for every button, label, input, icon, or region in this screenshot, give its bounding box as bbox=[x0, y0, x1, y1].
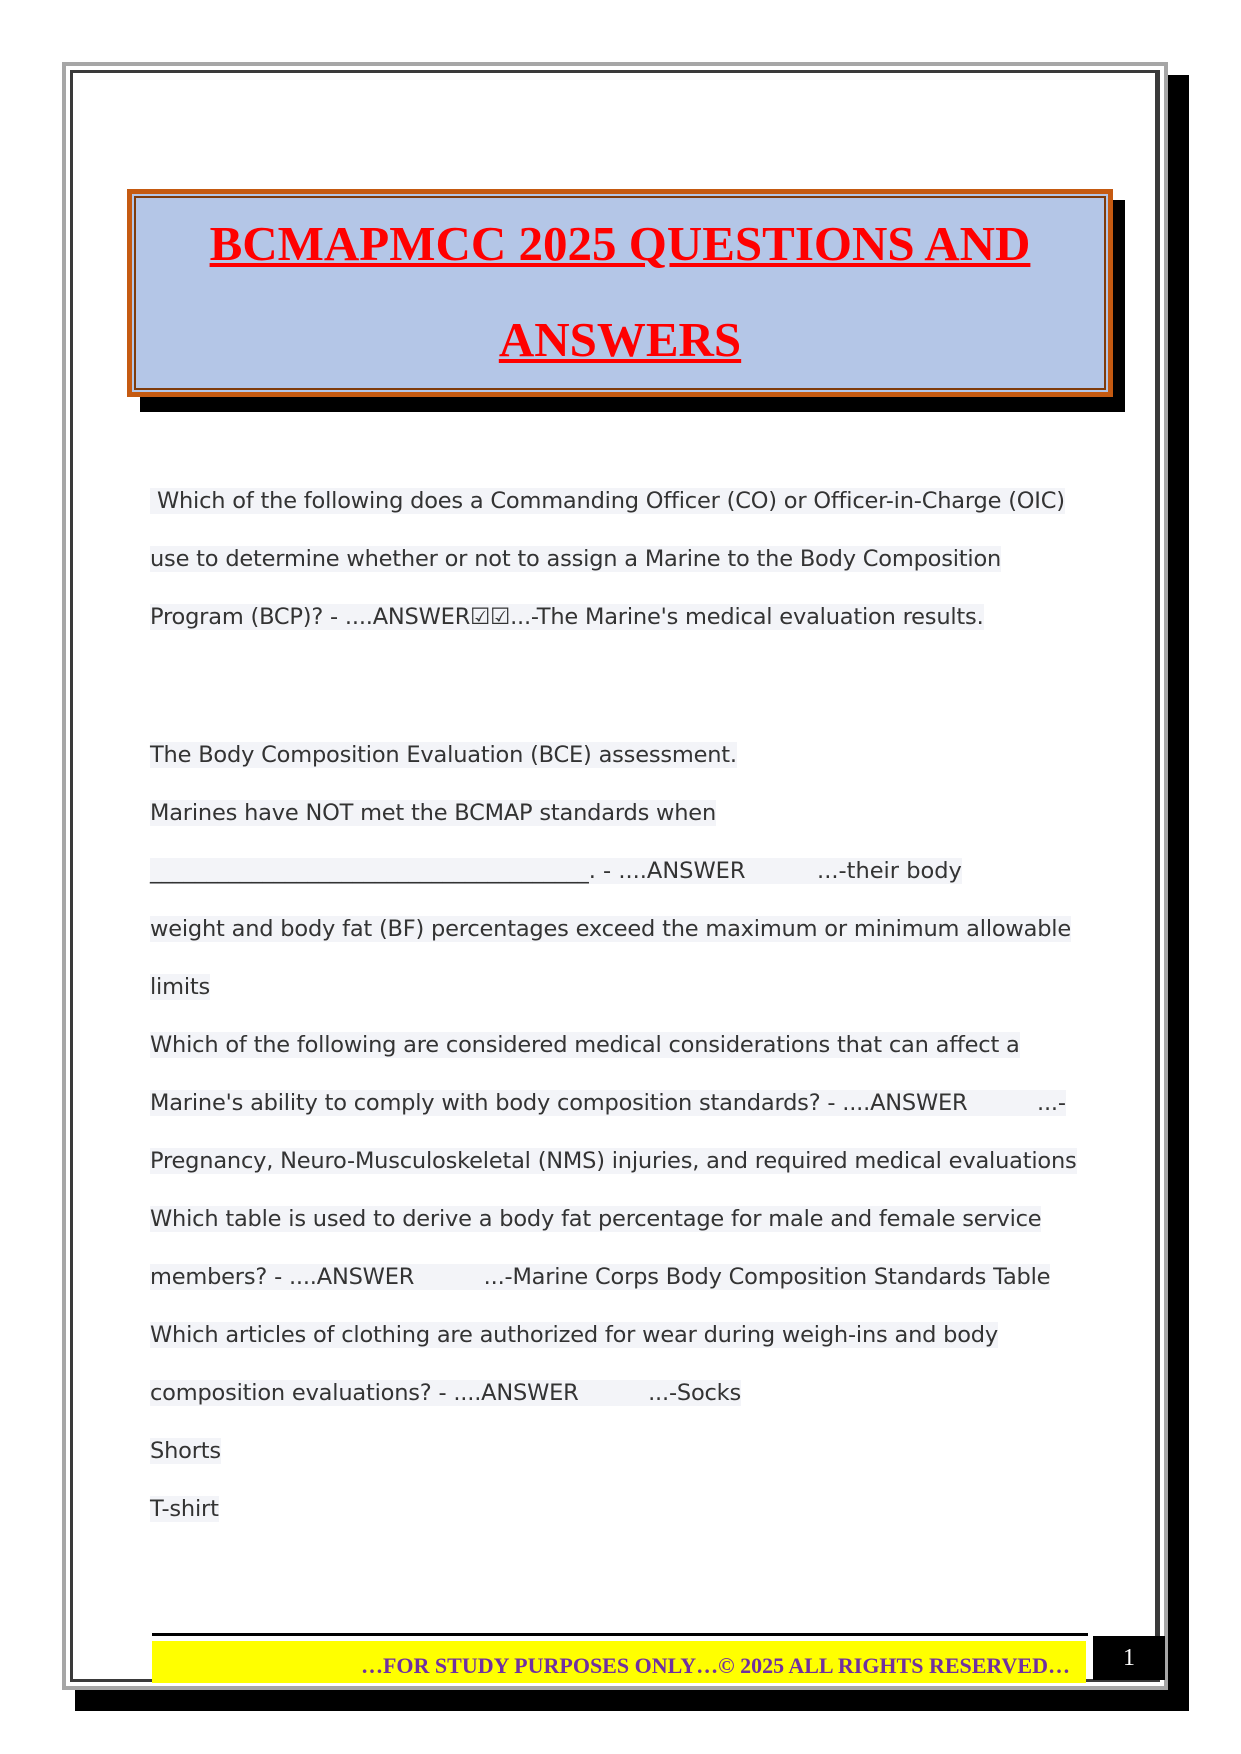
qa-line bbox=[150, 1306, 1080, 1364]
qa-line bbox=[150, 842, 1080, 900]
qa-line-text: composition evaluations? - ....ANSWER ...-Socks bbox=[150, 1380, 742, 1406]
qa-line-text: Which of the following are considered medical considerations that can affect a bbox=[150, 1032, 1020, 1058]
qa-line bbox=[150, 1248, 1080, 1306]
qa-line bbox=[150, 472, 1080, 530]
qa-content bbox=[150, 472, 1080, 1538]
qa-line bbox=[150, 1016, 1080, 1074]
qa-line-text: members? - ....ANSWER ...-Marine Corps Body Composition Standards Table bbox=[150, 1264, 1051, 1290]
page-number-box bbox=[1093, 1636, 1165, 1680]
qa-line-text: Which of the following does a Commanding Officer (CO) or Officer-in-Charge (OIC) bbox=[150, 488, 1065, 514]
document-title-line-2: ANSWERS bbox=[498, 312, 742, 367]
footer-copyright-text: …FOR STUDY PURPOSES ONLY…© 2025 ALL RIGHTS RESERVED… bbox=[360, 1653, 1070, 1678]
qa-line-text: use to determine whether or not to assign a Marine to the Body Composition bbox=[150, 546, 1002, 572]
qa-line bbox=[150, 784, 1080, 842]
qa-line bbox=[150, 1364, 1080, 1422]
qa-line bbox=[150, 1190, 1080, 1248]
qa-line-text: Which articles of clothing are authorized for wear during weigh-ins and body bbox=[150, 1322, 999, 1348]
qa-line-text: _______________________________________. - ....ANSWER ...-their body bbox=[150, 858, 962, 884]
title-box bbox=[127, 189, 1113, 397]
footer-rule bbox=[152, 1633, 1088, 1636]
page-number: 1 bbox=[1123, 1645, 1135, 1671]
qa-line bbox=[150, 1074, 1080, 1132]
qa-line-text: weight and body fat (BF) percentages exceed the maximum or minimum allowable bbox=[150, 916, 1072, 942]
qa-line-text: T-shirt bbox=[150, 1496, 219, 1522]
qa-line-text: Marine's ability to comply with body composition standards? - ....ANSWER ...- bbox=[150, 1090, 1066, 1116]
qa-line bbox=[150, 1422, 1080, 1480]
qa-line-text: limits bbox=[150, 974, 211, 1000]
qa-line bbox=[150, 530, 1080, 588]
qa-line bbox=[150, 1480, 1080, 1538]
footer-banner bbox=[152, 1641, 1086, 1683]
qa-line-text: Marines have NOT met the BCMAP standards when bbox=[150, 800, 717, 826]
qa-line bbox=[150, 726, 1080, 784]
qa-line bbox=[150, 1132, 1080, 1190]
document-title-line-1: BCMAPMCC 2025 QUESTIONS AND bbox=[209, 216, 1031, 271]
qa-line-text: Shorts bbox=[150, 1438, 221, 1464]
qa-line-text: Program (BCP)? - ....ANSWER☑☑...-The Marine's medical evaluation results. bbox=[150, 604, 984, 630]
qa-line bbox=[150, 958, 1080, 1016]
qa-line-text: The Body Composition Evaluation (BCE) assessment. bbox=[150, 742, 737, 768]
qa-line bbox=[150, 588, 1080, 646]
qa-line bbox=[150, 900, 1080, 958]
qa-line-text: Pregnancy, Neuro-Musculoskeletal (NMS) injuries, and required medical evaluations bbox=[150, 1148, 1077, 1174]
paragraph-gap bbox=[150, 646, 1080, 726]
qa-line-text: Which table is used to derive a body fat percentage for male and female service bbox=[150, 1206, 1042, 1232]
